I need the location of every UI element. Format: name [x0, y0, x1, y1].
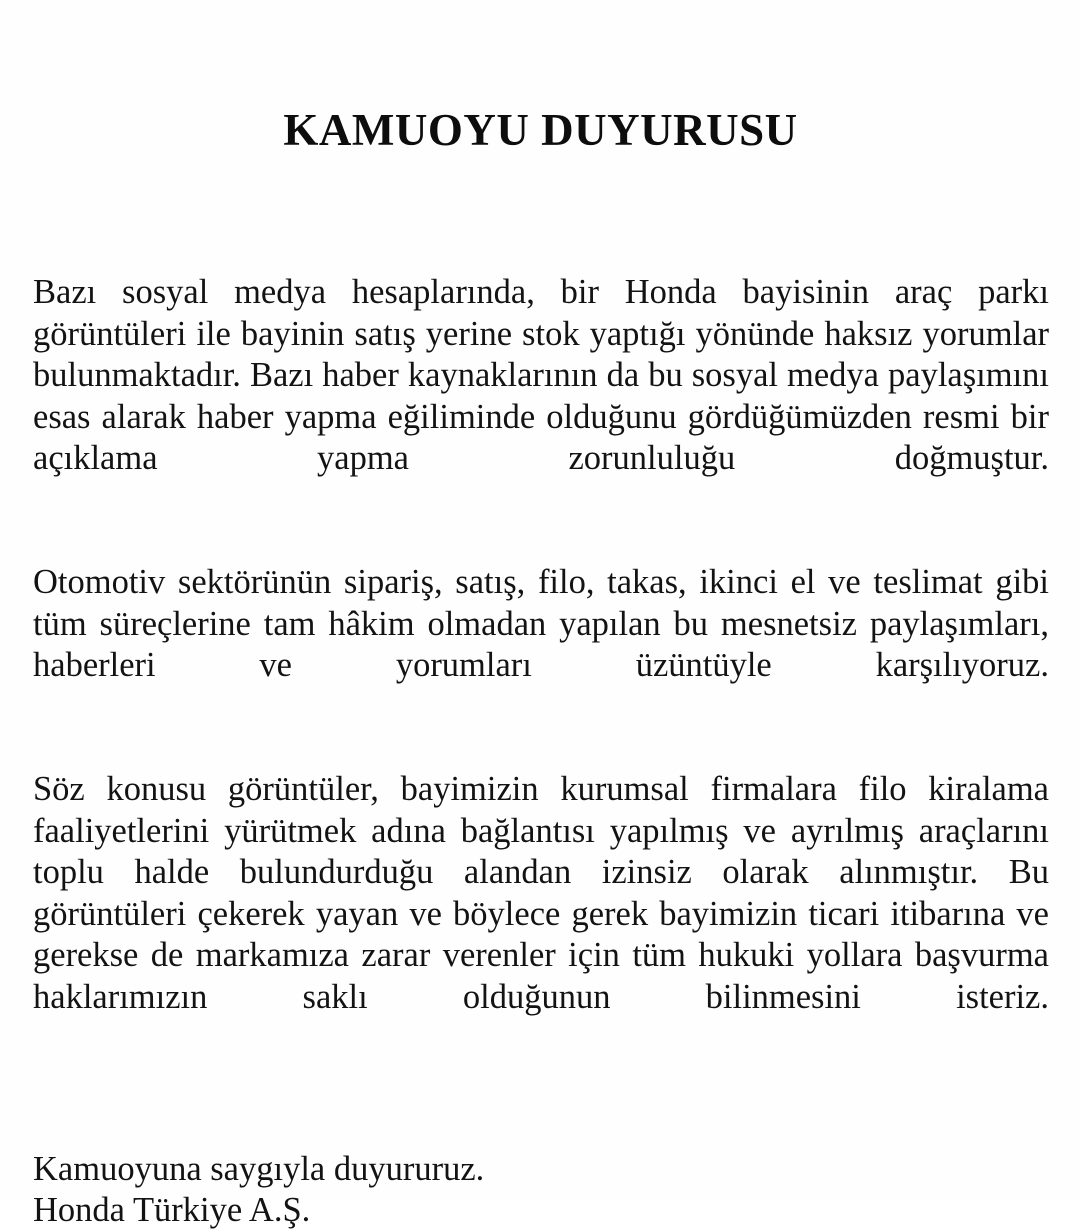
paragraph-3: Söz konusu görüntüler, bayimizin kurumsal firmalara filo kiralama faaliyetlerini yürütmek adına bağlantısı yapılmış ve ayrılmış araçlarını toplu halde bulundurduğu alandan izinsiz olarak alınmıştır. Bu görüntüleri çekerek yayan ve böylece gerek bayimizin ticari itibarına ve gerekse de markamıza zarar verenler için tüm hukuki yollara başvurma haklarımızın saklı olduğunun bilinmesini isteriz. [33, 770, 1049, 1016]
document-body [33, 272, 1049, 1232]
signoff-spacer [33, 1101, 1049, 1149]
paragraph-1: Bazı sosyal medya hesaplarında, bir Honda bayisinin araç parkı görüntüleri ile bayinin satış yerine stok yaptığı yönünde haksız yorumlar bulunmaktadır. Bazı haber kaynaklarının da bu sosyal medya paylaşımını esas alarak haber yapma eğiliminde olduğunu gördüğümüzden resmi bir açıklama yapma zorunluluğu doğmuştur. [33, 273, 1049, 477]
page-title: KAMUOYU DUYURUSU [283, 105, 798, 156]
paragraph-2: Otomotiv sektörünün sipariş, satış, filo, takas, ikinci el ve teslimat gibi tüm süreçlerine tam hâkim olmadan yapılan bu mesnetsiz paylaşımları, haberleri ve yorumları üzüntüyle karşılıyoruz. [33, 563, 1049, 684]
signoff-block [33, 1149, 1049, 1232]
signature-line: Honda Türkiye A.Ş. [33, 1191, 311, 1229]
closing-line: Kamuoyuna saygıyla duyururuz. [33, 1149, 485, 1188]
